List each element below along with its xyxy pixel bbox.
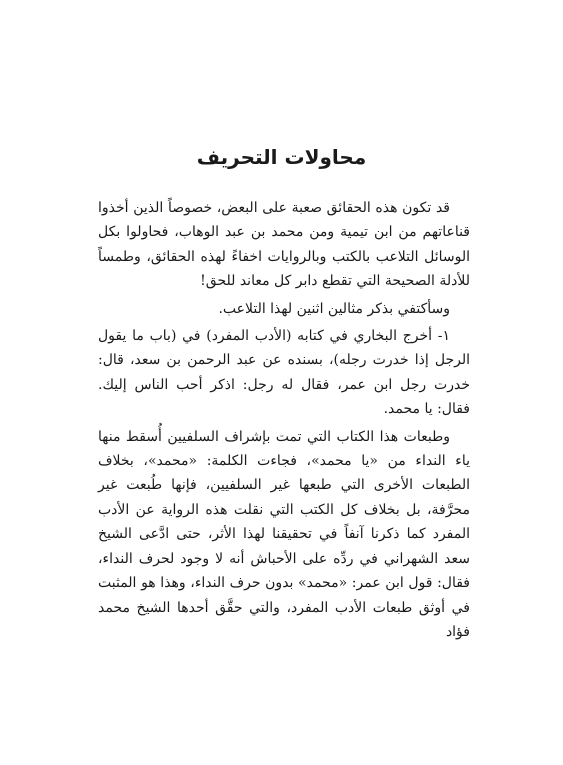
chapter-body bbox=[98, 196, 470, 644]
chapter-title: محاولات التحريف bbox=[196, 145, 367, 169]
paragraph-examples-note: وسأكتفي بذكر مثالين اثنين لهذا التلاعب. bbox=[218, 300, 450, 317]
paragraph-intro: قد تكون هذه الحقائق صعبة على البعض، خصوصاً الذين أخذوا قناعاتهم من ابن تيمية ومن محمد بن عبد الوهاب، فحاولوا بكل الوسائل التلاعب بالكتب وبالروايات اخفاءً لهذه الحقائق، وطمساً للأدلة الصحيحة التي تقطع دابر كل معاند للحق! bbox=[98, 200, 470, 290]
paragraph-example-one: ١- أخرج البخاري في كتابه (الأدب المفرد) في (باب ما يقول الرجل إذا خدرت رجله)، بسنده عن عبد الرحمن بن سعد، قال: خدرت رجل ابن عمر، فقال له رجل: اذكر أحب الناس إليك. فقال: يا محمد. bbox=[98, 328, 470, 418]
paragraph-editions: وطبعات هذا الكتاب التي تمت بإشراف السلفيين أُسقط منها ياء النداء من «يا محمد»، فجاءت الكلمة: «محمد»، بخلاف الطبعات الأخرى التي طبعها غير السلفيين، فإنها طُبعت غير محرَّفة، بل بخلاف كل الكتب التي نقلت هذه الرواية عن الأدب المفرد كما ذكرنا آنفاً في تحقيقنا لهذا الأثر، حتى ادَّعى الشيخ سعد الشهراني في ردِّه على الأحباش أنه لا وجود لحرف النداء، فقال: قول ابن عمر: «محمد» بدون حرف النداء، وهذا هو المثبت في أوثق طبعات الأدب المفرد، والتي حقَّق أحدها الشيخ محمد فؤاد bbox=[98, 428, 470, 640]
